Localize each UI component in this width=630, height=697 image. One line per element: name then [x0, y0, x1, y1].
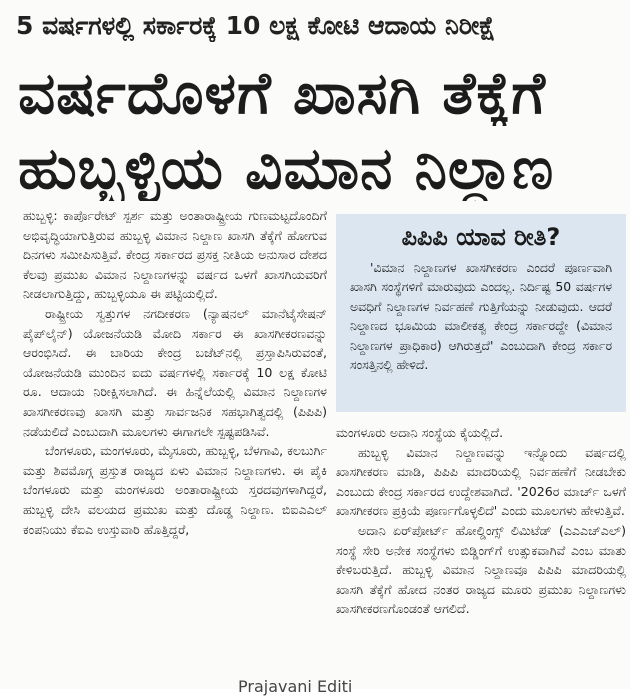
headline-line-1: ವರ್ಷದೊಳಗೆ ಖಾಸಗಿ ತೆಕ್ಕೆಗೆ [18, 60, 546, 126]
left-paragraph-1: ಹುಬ್ಬಳ್ಳಿ: ಕಾರ್ಪೊರೇಟ್ ಸ್ಪರ್ಶ ಮತ್ತು ಅಂತಾರಾಷ್ಟ್ರೀಯ ಗುಣಮಟ್ಟದೊಂದಿಗೆ ಅಭಿವೃದ್ಧಿಯಾಗುತ್ತಿರುವ ಹುಬ್ಬಳ್ಳಿ ವಿಮಾನ ನಿಲ್ದಾಣ ಖಾಸಗಿ ತೆಕ್ಕೆಗೆ ಹೋಗುವ ದಿನಗಳು ಸಮೀಪಿಸುತ್ತಿವೆ. ಕೇಂದ್ರ ಸರ್ಕಾರದ ಪ್ರಸಕ್ತ ನೀತಿಯ ಅನುಸಾರ ದೇಶದ ಕೆಲವು ಪ್ರಮುಖ ವಿಮಾನ ನಿಲ್ದಾಣಗಳನ್ನು ವರ್ಷದ ಒಳಗೆ ಖಾಸಗಿಯವರಿಗೆ ನೀಡಲಾಗುತ್ತಿದ್ದು, ಹುಬ್ಬಳ್ಳಿಯೂ ಈ ಪಟ್ಟಿಯಲ್ಲಿದೆ. [23, 208, 327, 302]
left-column [23, 206, 327, 539]
right-paragraph-2: ಹುಬ್ಬಳ್ಳಿ ವಿಮಾನ ನಿಲ್ದಾಣವನ್ನು ಇನ್ನೊಂದು ವರ್ಷದಲ್ಲಿ ಖಾಸಗೀಕರಣ ಮಾಡಿ, ಪಿಪಿಪಿ ಮಾದರಿಯಲ್ಲಿ ನಿರ್ವಹಣೆಗೆ ನೀಡಬೇಕು ಎಂಬುದು ಕೇಂದ್ರ ಸರ್ಕಾರದ ಉದ್ದೇಶವಾಗಿದೆ. '2026ರ ಮಾರ್ಚ್ ಒಳಗೆ ಖಾಸಗೀಕರಣ ಪ್ರಕ್ರಿಯೆ ಪೂರ್ಣಗೊಳ್ಳಲಿದೆ' ಎಂದು ಮೂಲಗಳು ಹೇಳುತ್ತಿವೆ. [336, 444, 626, 519]
kicker: 5 ವರ್ಷಗಳಲ್ಲಿ ಸರ್ಕಾರಕ್ಕೆ 10 ಲಕ್ಷ ಕೋಟಿ ಆದಾಯ ನಿರೀಕ್ಷೆ [16, 11, 496, 40]
left-paragraph-2: ರಾಷ್ಟ್ರೀಯ ಸ್ವತ್ತುಗಳ ನಗದೀಕರಣ (ನ್ಯಾಷನಲ್ ಮಾನೆಟೈಸೇಷನ್ ಪೈಪ್‌ಲೈನ್) ಯೋಜನೆಯಡಿ ಮೋದಿ ಸರ್ಕಾರ ಈ ಖಾಸಗೀಕರಣವನ್ನು ಆರಂಭಿಸಿದೆ. ಈ ಬಾರಿಯ ಕೇಂದ್ರ ಬಜೆಟ್‌ನಲ್ಲಿ ಪ್ರಸ್ತಾಪಿಸಿರುವಂತೆ, ಯೋಜನೆಯಡಿ ಮುಂದಿನ ಐದು ವರ್ಷಗಳಲ್ಲಿ ಸರ್ಕಾರಕ್ಕೆ 10 ಲಕ್ಷ ಕೋಟಿ ರೂ. ಆದಾಯ ನಿರೀಕ್ಷಿಸಲಾಗಿದೆ. ಈ ಹಿನ್ನೆಲೆಯಲ್ಲಿ ವಿಮಾನ ನಿಲ್ದಾಣಗಳ ಖಾಸಗೀಕರಣವು ಖಾಸಗಿ ಮತ್ತು ಸಾರ್ವಜನಿಕ ಸಹಭಾಗಿತ್ವದಲ್ಲಿ (ಪಿಪಿಪಿ) ನಡೆಯಲಿದೆ ಎಂಬುದಾಗಿ ಮೂಲಗಳು ಈಗಾಗಲೇ ಸ್ಪಷ್ಟಪಡಿಸಿವೆ. [23, 305, 327, 439]
sidebar-box [336, 214, 626, 412]
edition-footer: Prajavani Editi [238, 677, 353, 696]
right-paragraph-1: ಮಂಗಳೂರು ಅದಾನಿ ಸಂಸ್ಥೆಯ ಕೈಯಲ್ಲಿದೆ. [336, 425, 504, 440]
right-column [336, 423, 626, 619]
sidebar-title: ಪಿಪಿಪಿ ಯಾವ ರೀತಿ? [401, 223, 561, 251]
right-paragraph-3: ಅದಾನಿ ಏರ್‌ಪೋರ್ಟ್ ಹೋಲ್ಡಿಂಗ್ಸ್ ಲಿಮಿಟೆಡ್ (ಎಎಎಚ್‌ಎಲ್) ಸಂಸ್ಥೆ ಸೇರಿ ಅನೇಕ ಸಂಸ್ಥೆಗಳು ಬಿಡ್ಡಿಂಗ್‌ಗೆ ಉತ್ಸುಕವಾಗಿವೆ ಎಂಬ ಮಾತು ಕೇಳಿಬರುತ್ತಿದೆ. ಹುಬ್ಬಳ್ಳಿ ವಿಮಾನ ನಿಲ್ದಾಣವೂ ಪಿಪಿಪಿ ಮಾದರಿಯಲ್ಲಿ ಖಾಸಗಿ ತೆಕ್ಕೆಗೆ ಹೋದ ನಂತರ ರಾಜ್ಯದ ಮೂರು ಪ್ರಮುಖ ನಿಲ್ದಾಣಗಳು ಖಾಸಗೀಕರಣಗೊಂಡಂತೆ ಆಗಲಿದೆ. [336, 522, 626, 617]
left-paragraph-3: ಬೆಂಗಳೂರು, ಮಂಗಳೂರು, ಮೈಸೂರು, ಹುಬ್ಬಳ್ಳಿ, ಬೆಳಗಾವಿ, ಕಲಬುರ್ಗಿ ಮತ್ತು ಶಿವಮೊಗ್ಗ ಪ್ರಸ್ತುತ ರಾಜ್ಯದ ಏಳು ವಿಮಾನ ನಿಲ್ದಾಣಗಳು. ಈ ಪೈಕಿ ಬೆಂಗಳೂರು ಮತ್ತು ಮಂಗಳೂರು ಅಂತಾರಾಷ್ಟ್ರೀಯ ಸ್ತರದವುಗಳಾಗಿದ್ದರೆ, ಹುಬ್ಬಳ್ಳಿ ದೇಸಿ ವಲಯದ ಪ್ರಮುಖ ಮತ್ತು ದೊಡ್ಡ ನಿಲ್ದಾಣ. ಬಿಐಎಎಲ್ ಕಂಪನಿಯು ಕೆಐಎ ಉಸ್ತುವಾರಿ ಹೊತ್ತಿದ್ದರೆ, [23, 443, 327, 537]
sidebar-body: 'ವಿಮಾನ ನಿಲ್ದಾಣಗಳ ಖಾಸಗೀಕರಣ ಎಂದರೆ ಪೂರ್ಣವಾಗಿ ಖಾಸಗಿ ಸಂಸ್ಥೆಗಳಿಗೆ ಮಾರುವುದು ಎಂದಲ್ಲ. ನಿರ್ದಿಷ್ಟ 50 ವರ್ಷಗಳ ಅವಧಿಗೆ ನಿಲ್ದಾಣಗಳ ನಿರ್ವಹಣೆ ಗುತ್ತಿಗೆಯನ್ನು ನೀಡುವುದು. ಆದರೆ ನಿಲ್ದಾಣದ ಭೂಮಿಯ ಮಾಲೀಕತ್ವ ಕೇಂದ್ರ ಸರ್ಕಾರದ್ದೇ (ವಿಮಾನ ನಿಲ್ದಾಣಗಳ ಪ್ರಾಧಿಕಾರ) ಆಗಿರುತ್ತದೆ' ಎಂಬುದಾಗಿ ಕೇಂದ್ರ ಸರ್ಕಾರ ಸಂಸತ್ತಿನಲ್ಲಿ ಹೇಳಿದೆ. [350, 260, 612, 373]
headline-line-2: ಹುಬ್ಬಳ್ಳಿಯ ವಿಮಾನ ನಿಲ್ದಾಣ [18, 135, 555, 201]
